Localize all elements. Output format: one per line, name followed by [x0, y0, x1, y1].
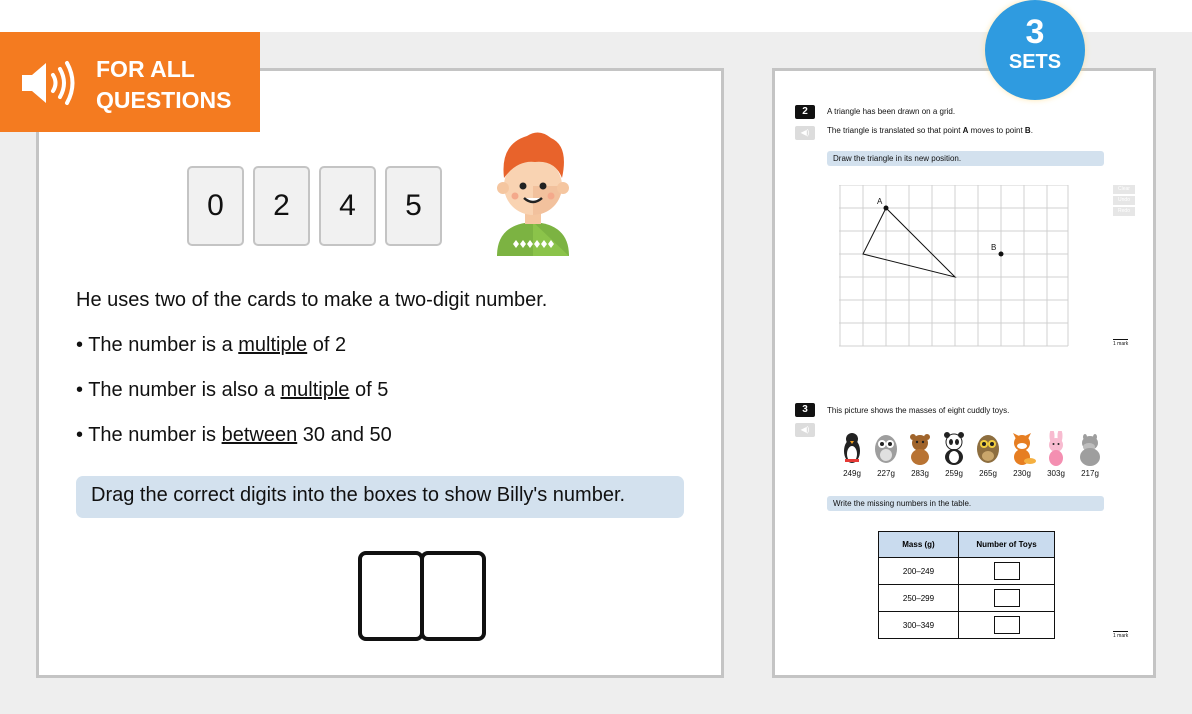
clue-item: • The number is also a multiple of 5 — [76, 379, 389, 401]
table-answer-cell — [959, 612, 1055, 639]
question-preview-panel — [36, 68, 724, 678]
audio-banner-label: FOR ALL QUESTIONS — [96, 56, 232, 113]
sets-label: SETS — [1008, 51, 1062, 73]
mark-label: 1 mark — [1113, 633, 1129, 639]
answer-drop-box-tens[interactable] — [358, 551, 424, 641]
table-cell: 250–299 — [879, 585, 959, 612]
audio-for-all-questions-button[interactable] — [0, 32, 260, 132]
clue-item: • The number is between 30 and 50 — [76, 424, 392, 446]
clue-item: • The number is a multiple of 2 — [76, 334, 347, 356]
boy-character-illustration — [491, 126, 575, 256]
mass-label: 259g — [945, 469, 963, 478]
point-a-label: A — [877, 197, 883, 206]
q3-instruction: Write the missing numbers in the table. — [827, 496, 1104, 511]
sets-badge — [985, 0, 1085, 100]
mass-label: 217g — [1081, 469, 1099, 478]
mass-label: 303g — [1047, 469, 1065, 478]
worksheet-preview-panel — [772, 68, 1156, 678]
answer-input-box[interactable] — [994, 616, 1020, 634]
mass-label: 227g — [877, 469, 895, 478]
table-header: Mass (g) — [879, 532, 959, 558]
answer-drop-box-ones[interactable] — [420, 551, 486, 641]
table-cell: 200–249 — [879, 558, 959, 585]
q2-text-line2: The triangle is translated so that point A moves to point B. — [827, 126, 1033, 135]
toy-mass-labels — [835, 469, 1107, 478]
answer-input-box[interactable] — [994, 589, 1020, 607]
q2-instruction: Draw the triangle in its new position. — [827, 151, 1104, 166]
table-row — [879, 585, 1055, 612]
mass-label: 249g — [843, 469, 861, 478]
instruction-box: Drag the correct digits into the boxes to show Billy's number. — [76, 476, 684, 518]
answer-input-box[interactable] — [994, 562, 1020, 580]
table-answer-cell — [959, 585, 1055, 612]
table-row — [879, 558, 1055, 585]
digit-card[interactable]: 4 — [319, 166, 376, 246]
q3-text-line1: This picture shows the masses of eight cuddly toys. — [827, 406, 1010, 415]
mark-label: 1 mark — [1113, 341, 1129, 347]
mini-speaker-icon[interactable]: ◀) — [795, 423, 815, 437]
triangle-grid[interactable] — [839, 185, 1069, 347]
mass-frequency-table — [878, 531, 1055, 639]
question-number-badge: 2 — [795, 105, 815, 119]
digit-cards — [187, 166, 442, 246]
mini-speaker-icon[interactable]: ◀) — [795, 126, 815, 140]
table-header: Number of Toys — [959, 532, 1055, 558]
digit-card[interactable]: 2 — [253, 166, 310, 246]
mass-label: 283g — [911, 469, 929, 478]
q2-text-line1: A triangle has been drawn on a grid. — [827, 107, 956, 116]
digit-card[interactable]: 0 — [187, 166, 244, 246]
table-cell: 300–349 — [879, 612, 959, 639]
point-b-label: B — [991, 243, 997, 252]
sets-count: 3 — [1025, 13, 1045, 51]
table-row — [879, 612, 1055, 639]
table-answer-cell — [959, 558, 1055, 585]
question-intro: He uses two of the cards to make a two-digit number. — [76, 289, 548, 311]
mass-label: 265g — [979, 469, 997, 478]
undo-button[interactable]: Undo — [1113, 196, 1135, 205]
question-number-badge: 3 — [795, 403, 815, 417]
cuddly-toys-illustration — [835, 431, 1107, 467]
digit-card[interactable]: 5 — [385, 166, 442, 246]
speaker-icon — [20, 58, 80, 108]
mass-label: 230g — [1013, 469, 1031, 478]
clear-button[interactable]: Clear — [1113, 185, 1135, 194]
redo-button[interactable]: Redo — [1113, 207, 1135, 216]
